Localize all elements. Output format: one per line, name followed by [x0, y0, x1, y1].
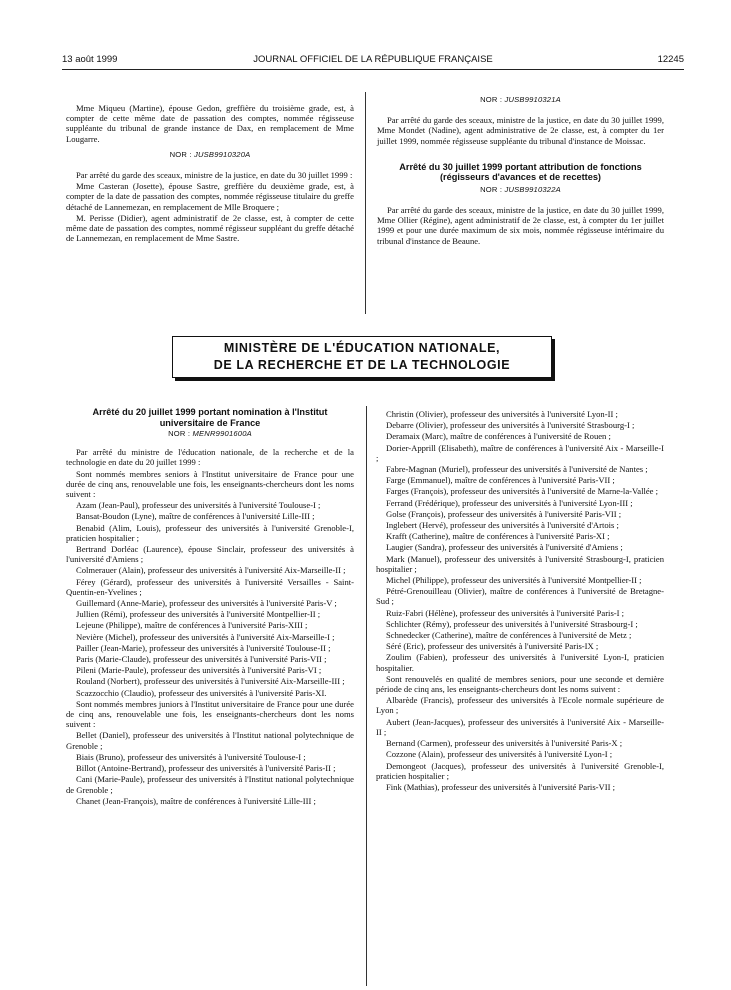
appointment-list	[376, 409, 664, 792]
list-item: Fabre-Magnan (Muriel), professeur des universités à l'université de Nantes ;	[386, 464, 648, 475]
nor-reference: NOR : JUSB9910320A	[169, 149, 251, 159]
list-item: Debarre (Olivier), professeur des universités à l'université Strasbourg-I ;	[386, 420, 635, 431]
column-separator	[365, 92, 366, 314]
top-right-column	[377, 95, 664, 247]
list-item: Deramaix (Marc), maître de conférences à l'université de Rouen ;	[386, 431, 611, 442]
list-item: Zoulim (Fabien), professeur des universités à l'université Lyon-I, praticien hospitalier.	[376, 652, 664, 673]
list-item: Bellet (Daniel), professeur des universités à l'Institut national polytechnique de Grenoble ;	[66, 730, 354, 751]
list-item: Scazzocchio (Claudio), professeur des universités à l'université Paris-XI.	[76, 687, 327, 698]
header-page-number: 12245	[657, 54, 684, 65]
paragraph: M. Perisse (Didier), agent administratif de 2e classe, est, à compter de cette même date de passation des comptes, nommé régisseur suppléant du greffe détaché de Lannemezan, en remplacement de Mme Sastre.	[66, 212, 354, 244]
paragraph: Par arrêté du garde des sceaux, ministre de la justice, en date du 30 juillet 1999, Mme Mondet (Nadine), agent administrative de 2e classe, est, à compter du 1er juillet 1999, nommée régisseuse suppléante du tribunal d'instance de Moissac.	[377, 115, 664, 146]
list-item: Paris (Marie-Claude), professeur des universités à l'université Paris-VII ;	[76, 654, 327, 665]
appointment-list	[66, 447, 354, 806]
list-item: Billot (Antoine-Bertrand), professeur des universités à l'université Paris-II ;	[76, 763, 336, 774]
list-item: Mark (Manuel), professeur des universités à l'université Strasbourg-I, praticien hospitalier ;	[376, 553, 664, 574]
list-item: Ruiz-Fabri (Hélène), professeur des universités à l'université Paris-I ;	[386, 607, 625, 618]
list-item: Cozzone (Alain), professeur des universités à l'université Lyon-I ;	[386, 749, 613, 760]
list-item: Bernand (Carmen), professeur des universités à l'université Paris-X ;	[386, 738, 623, 749]
list-item: Albarède (Francis), professeur des universités à l'Ecole normale supérieure de Lyon ;	[376, 695, 664, 716]
list-item: Nevière (Michel), professeur des universités à l'université Aix-Marseille-I ;	[76, 631, 335, 642]
list-item: Demongeot (Jacques), professeur des universités à l'université Grenoble-I, praticien hospitalier ;	[376, 760, 664, 781]
list-item: Inglebert (Hervé), professeur des universités à l'université d'Artois ;	[386, 520, 619, 531]
list-item: Aubert (Jean-Jacques), professeur des universités à l'université Aix - Marseille-II ;	[376, 716, 664, 737]
list-item: Benabid (Alim, Louis), professeur des universités à l'université Grenoble-I, praticien hospitalier ;	[66, 522, 354, 543]
list-item: Sont nommés membres juniors à l'Institut universitaire de France pour une durée de cinq ans, renouvelable une fois, les enseignants-chercheurs dont les noms suivent :	[66, 698, 354, 730]
nor-code: MENR9901600A	[192, 429, 252, 438]
list-item: Michel (Philippe), professeur des universités à l'université Montpellier-II ;	[386, 575, 642, 586]
nor-code: JUSB9910322A	[504, 184, 561, 194]
list-item: Guillemard (Anne-Marie), professeur des universités à l'université Paris-V ;	[76, 598, 337, 609]
list-item: Bertrand Dorléac (Laurence), épouse Sinclair, professeur des universités à l'université d'Amiens ;	[66, 544, 354, 565]
list-item: Séré (Eric), professeur des universités à l'université Paris-IX ;	[386, 641, 599, 652]
list-item: Laugier (Sandra), professeur des universités à l'université d'Amiens ;	[386, 542, 623, 553]
list-item: Lejeune (Philippe), maître de conférences à l'université Paris-XIII ;	[76, 620, 308, 631]
nor-code: JUSB9910321A	[504, 95, 561, 104]
decree-title: Arrêté du 30 juillet 1999 portant attribution de fonctions (régisseurs d'avances et de recettes)	[399, 161, 642, 183]
ministry-banner	[172, 336, 552, 378]
list-item: Golse (François), professeur des universités à l'université Paris-VII ;	[386, 508, 622, 519]
paragraph: Par arrêté du garde des sceaux, ministre de la justice, en date du 30 juillet 1999, Mme Ollier (Régine), agent administratif de 2e classe, est, à compter du 1er juillet 1999 et pour une durée maximum de six mois, nommée régisseuse intérimaire du tribunal d'instance de Beaune.	[377, 205, 664, 246]
list-item: Christin (Olivier), professeur des universités à l'université Lyon-II ;	[386, 409, 618, 419]
list-item: Sont renouvelés en qualité de membres seniors, pour une seconde et dernière période de cinq ans, les enseignants-chercheurs dont les noms suivent :	[376, 673, 664, 695]
list-item: Chanet (Jean-François), maître de conférences à l'université Lille-III ;	[76, 795, 316, 806]
list-item: Pailler (Jean-Marie), professeur des universités à l'université Toulouse-II ;	[76, 642, 331, 653]
bottom-right-column	[376, 409, 664, 793]
header-date: 13 août 1999	[62, 54, 118, 65]
nor-code: JUSB9910320A	[193, 149, 251, 159]
list-item: Dorier-Apprill (Elisabeth), maître de conférences à l'université Aix - Marseille-I ;	[376, 442, 664, 463]
top-left-column	[66, 103, 354, 244]
list-item: Pétré-Grenouilleau (Olivier), maître de conférences à l'université de Bretagne-Sud ;	[376, 586, 664, 607]
list-item: Férey (Gérard), professeur des universités à l'université Versailles - Saint-Quentin-en-Yvelines ;	[66, 576, 354, 597]
list-item: Ferrand (Frédérique), professeur des universités à l'université Lyon-III ;	[386, 497, 633, 508]
list-item: Schlichter (Rémy), professeur des universités à l'université Strasbourg-I ;	[386, 618, 638, 629]
ministry-banner-line-2: DE LA RECHERCHE ET DE LA TECHNOLOGIE	[213, 358, 511, 372]
nor-reference: NOR : JUSB9910322A	[480, 184, 561, 194]
list-item: Sont nommés membres seniors à l'Institut universitaire de France pour une durée de cinq ans, renouvelable une fois, les enseignants-chercheurs dont les noms suivent :	[66, 468, 354, 500]
nor-reference: NOR : MENR9901600A	[168, 429, 252, 438]
list-item: Rouland (Norbert), professeur des universités à l'université Aix-Marseille-III ;	[76, 676, 345, 687]
list-item: Farges (François), professeur des universités à l'université de Marne-la-Vallée ;	[386, 486, 659, 497]
list-item: Schnedecker (Catherine), maître de conférences à l'université de Metz ;	[386, 630, 632, 641]
list-item: Farge (Emmanuel), maître de conférences à l'université Paris-VII ;	[386, 475, 615, 486]
list-item: Jullien (Rémi), professeur des universités à l'université Montpellier-II ;	[76, 609, 321, 620]
paragraph: Mme Miqueu (Martine), épouse Gedon, greffière du troisième grade, est, à compter de cette même date de passation des comptes, nommée régisseuse suppléante du tribunal de grande instance de Dax, en remplacement de Mme Lougarre.	[66, 103, 354, 144]
header-journal-title: JOURNAL OFFICIEL DE LA RÉPUBLIQUE FRANÇAISE	[253, 54, 493, 65]
decree-title: Arrêté du 20 juillet 1999 portant nomination à l'Institut universitaire de France	[92, 407, 328, 428]
nor-reference: NOR : JUSB9910321A	[480, 95, 561, 104]
header-rule	[62, 69, 684, 70]
list-item: Colmerauer (Alain), professeur des universités à l'université Aix-Marseille-II ;	[76, 565, 346, 576]
list-item: Pileni (Marie-Paule), professeur des universités à l'université Paris-VI ;	[76, 665, 322, 676]
list-item: Azam (Jean-Paul), professeur des universités à l'université Toulouse-I ;	[76, 500, 321, 511]
list-item: Krafft (Catherine), maître de conférences à l'université Paris-XI ;	[386, 531, 610, 542]
list-item: Cani (Marie-Paule), professeur des universités à l'Institut national polytechnique de Grenoble ;	[66, 774, 354, 795]
ministry-banner-line-1: MINISTÈRE DE L'ÉDUCATION NATIONALE,	[223, 341, 501, 355]
list-item: Biais (Bruno), professeur des universités à l'université Toulouse-I ;	[76, 751, 306, 762]
paragraph: Par arrêté du garde des sceaux, ministre de la justice, en date du 30 juillet 1999 :	[76, 170, 353, 181]
page-header	[62, 54, 684, 70]
list-item: Fink (Mathias), professeur des universités à l'université Paris-VII ;	[386, 781, 615, 792]
list-item: Bansat-Boudon (Lyne), maître de conférences à l'université Lille-III ;	[76, 511, 315, 522]
bottom-left-column	[66, 407, 354, 807]
list-item: Par arrêté du ministre de l'éducation nationale, de la recherche et de la technologie en date du 20 juillet 1999 :	[66, 447, 354, 468]
paragraph: Mme Casteran (Josette), épouse Sastre, greffière du deuxième grade, est, à compter de la date de passation des comptes, nommée régisseuse titulaire du greffe détaché de Lannemezan, en remplacement de Mlle Broquere ;	[66, 181, 354, 212]
column-separator	[366, 406, 367, 986]
